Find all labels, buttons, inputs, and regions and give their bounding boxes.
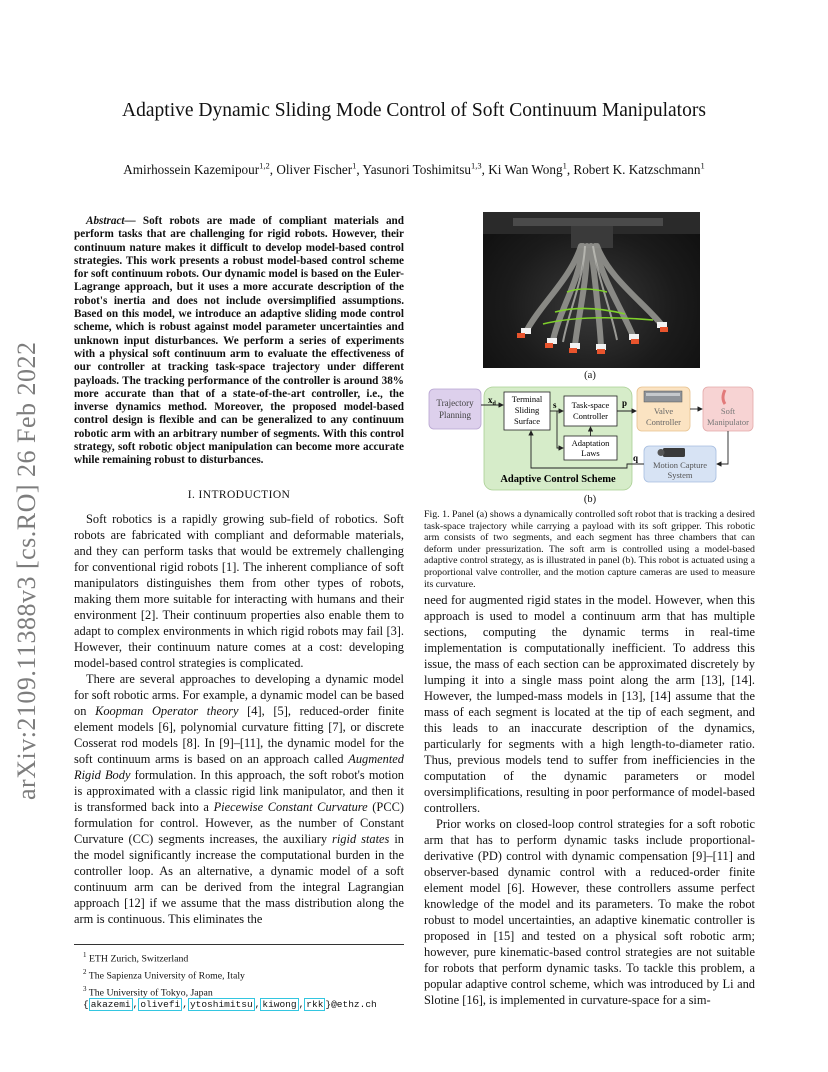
arxiv-stamp: arXiv:2109.11388v3 [cs.RO] 26 Feb 2022: [12, 341, 41, 800]
footnote: $^1$ ETH Zurich, Switzerland: [83, 951, 189, 965]
trajectory-label-1: Trajectory: [436, 398, 474, 408]
soft-label-1: Soft: [720, 406, 736, 416]
mocap-label-1: Motion Capture: [652, 460, 708, 470]
author: Amirhossein Kazemipour$^{1,2}$,: [123, 161, 277, 178]
email-link[interactable]: olivefi: [140, 999, 181, 1011]
figure-label-a: (a): [584, 370, 596, 381]
author: Oliver Fischer$^1$,: [276, 161, 363, 178]
terminal-label-2: Sliding: [514, 405, 540, 415]
right-column-text: [424, 592, 755, 1008]
valve-label-1: Valve: [653, 406, 674, 416]
figure-label-b: (b): [583, 494, 597, 505]
footnote: $^3$ The University of Tokyo, Japan: [83, 984, 213, 998]
email-link[interactable]: kiwong: [262, 999, 297, 1011]
figure-caption: Fig. 1. Panel (a) shows a dynamically controlled soft robot that is tracking a desired task-space trajectory while carrying a payload with its soft gripper. This robotic arm consists of two segments, and each segment has three chambers that can deform under pressurization. The soft arm is controlled using a model-based adaptive control strategy, as is illustrated in panel (b). This robot is actuated using a proportional valve controller, and the motion capture cameras are used to measure its curvature.: [424, 509, 755, 590]
terminal-label-1: Terminal: [511, 394, 543, 404]
adaptation-label-2: Laws: [581, 448, 600, 458]
taskspace-label-1: Task-space: [571, 400, 610, 410]
paper-title: Adaptive Dynamic Sliding Mode Control of Soft Continuum Manipulators: [122, 100, 706, 121]
author: Ki Wan Wong$^1$,: [488, 161, 574, 178]
control-block-diagram: [427, 384, 785, 494]
paragraph: Prior works on closed-loop control strategies for a soft robotic arm that has to perform dynamic tasks include proportional-derivative (PD) control with dynamic compensation [9]–[11] and observer-based dynamic control with a reduced-order finite element model [6]. However, these controllers assume perfect knowledge of the model and its parameters. To make the robot robust to model uncertainties, an adaptive kinematic controller is proposed in [15] and tested on a physical soft robotic arm; however, pure kinematic-based control strategies are not suitable for robots that perform dynamic tasks. To tackle this problem, a popular adaptive control scheme, which was introduced by Li and Slotine [16], is implemented in curvature-space for a sim-: [424, 817, 755, 1007]
email-list: { akazemi , olivefi , ytoshimitsu , kiwong , rkk }@ethz.ch: [83, 999, 377, 1011]
xd-label: $x_d$: [488, 395, 496, 407]
email-link[interactable]: ytoshimitsu: [189, 999, 253, 1011]
author: Yasunori Toshimitsu$^{1,3}$,: [362, 161, 489, 178]
scheme-label: Adaptive Control Scheme: [500, 474, 616, 485]
email-link[interactable]: akazemi: [90, 999, 131, 1011]
p-label: p: [622, 398, 628, 408]
abstract-text: Soft robots are made of compliant materials and perform tasks that are challenging for rigid robots. However, their continuum nature makes it difficult to develop model-based control strategies. This work presents a robust model-based control scheme for soft continuum robots. Our dynamic model is based on the Euler-Lagrange approach, but it uses a more accurate description of the robot's inertia and does not include oversimplified assumptions. Based on this model, we introduce an adaptive sliding mode control scheme, which is robust against model parameter uncertainties and unknown input disturbances. We perform a series of experiments with a physical soft continuum arm to evaluate the effectiveness of our controller at tracking task-space trajectory under different payloads. The tracking performance of the controller is around 38% more accurate than that of a state-of-the-art controller, i.e., the inverse dynamics method. Moreover, the proposed model-based control design is flexible and can be generalized to any continuum robotic arm with an arbitrary number of segments. With this control strategy, soft robotic object manipulation can become more accurate while remaining robust to disturbances.: [74, 215, 404, 467]
terminal-label-3: Surface: [514, 416, 540, 426]
trajectory-block: [429, 389, 481, 429]
email-link[interactable]: rkk: [306, 999, 324, 1011]
paragraph: There are several approaches to developing a dynamic model for soft robotic arms. For example, a dynamic model can be based on Koopman Operator theory [4], [5], reduced-order finite element models [6], polynomial curvature fitting [7], or discrete Cosserat rod models [8]. In [9]–[11], the dynamic model for the soft continuum arms is based on an approach called Augmented Rigid Body formulation. In this approach, the soft robot's motion is approximated with a classic rigid link manipulator, and then it is transformed back into a Piecewise Constant Curvature (PCC) formulation for control. However, as the number of Constant Curvature (CC) segments increases, the auxiliary rigid states in the model significantly increase the computational burden in the controller loop. As an alternative, a dynamic model of a soft continuum arm can be derived from the integral Lagrangian approach [12] if we assume that the mass distribution along the arm is continuous. This eliminates the: [74, 672, 404, 926]
block-diagram-svg: [427, 384, 785, 494]
taskspace-label-2: Controller: [573, 411, 608, 421]
paragraph: Soft robotics is a rapidly growing sub-field of robotics. Soft robots are fabricated with compliant and deformable materials, and they can perform tasks that would be extremely challenging for conventional rigid robots [1]. The inherent compliance of soft manipulators distinguishes them from other types of robots, making them more suitable for interacting with humans and their environment [2]. Their continuum properties also enable them to adapt to complex environments in which rigid robots may fail [3]. However, their continuum nature comes at a cost: developing model-based control strategies is complicated.: [74, 512, 404, 670]
robot-photo: [483, 212, 700, 368]
abstract-label: Abstract—: [86, 215, 136, 227]
soft-robot-illustration: [483, 212, 700, 368]
abstract: [74, 215, 404, 468]
section-heading: I. INTRODUCTION: [187, 489, 291, 501]
footnotes: [74, 944, 404, 1012]
soft-label-2: Manipulator: [706, 417, 750, 427]
adaptation-label-1: Adaptation: [571, 438, 610, 448]
q-label: q: [633, 453, 639, 463]
intro-text: [74, 511, 404, 927]
author-list: [0, 161, 828, 178]
author: Robert K. Katzschmann$^1$: [573, 161, 705, 178]
s-label: s: [553, 400, 557, 410]
mocap-label-2: System: [667, 470, 693, 480]
footnote: $^2$ The Sapienza University of Rome, Italy: [83, 967, 245, 982]
paragraph: need for augmented rigid states in the model. However, when this approach is used to model a continuum arm that has multiple sections, computing the dynamic terms in real-time implementation is computationally inefficient. To address this issue, the mass of each section can be approximated discretely by lumping it into a single mass point along the arm [13], [14]. However, the lumped-mass models in [13], [14] assume that the mass of each segment is located at the tip of each segment, and this leads to an inaccurate description of the dynamics, particularly for segments with a high length-to-diameter ratio. Thus, previous models tend to suffer from inefficiencies in the computation of the dynamic parameters or model oversimplifications, resulting in poor performance of model-based controllers.: [424, 593, 755, 815]
trajectory-label-2: Planning: [438, 410, 472, 420]
valve-label-2: Controller: [646, 417, 681, 427]
